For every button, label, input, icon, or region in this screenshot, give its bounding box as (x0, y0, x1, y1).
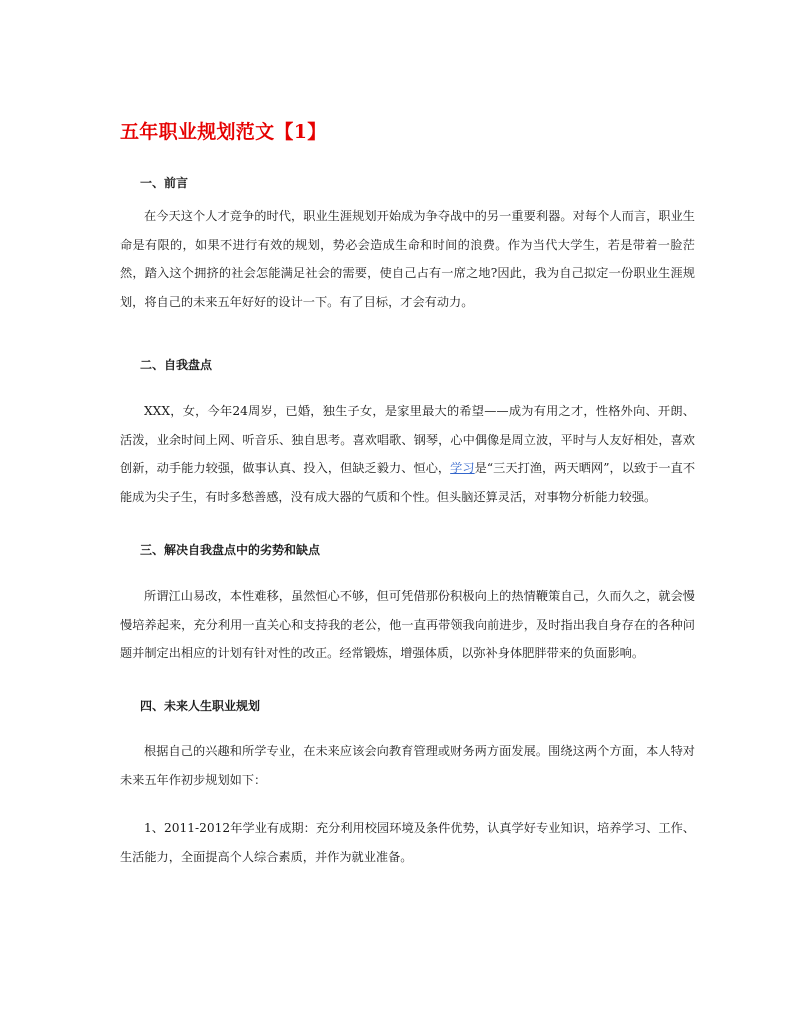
section-paragraph-weakness-fix: 所谓江山易改，本性难移，虽然恒心不够，但可凭借那份积极向上的热情鞭策自己，久而久之，就会慢慢培养起来，充分利用一直关心和支持我的老公，他一直再带领我向前进步，及时指出我自身存在的各种问题并制定出相应的计划有针对性的改正。经常锻炼，增强体质，以弥补身体肥胖带来的负面影响。 (120, 589, 695, 660)
study-link[interactable]: 学习 (450, 461, 475, 475)
section-heading-self-review: 二、自我盘点 (140, 358, 213, 372)
self-review-text-after-link: 是“三天打渔，两天晒网”，以致于一直不能成为尖子生，有时多愁善感，没有成大器的气质和个性。但头脑还算灵活，对事物分析能力较强。 (120, 461, 696, 504)
section-paragraph-career-plan: 根据自己的兴趣和所学专业，在未来应该会向教育管理或财务两方面发展。围绕这两个方面，本人特对未来五年作初步规划如下： (120, 744, 695, 787)
career-plan-item-1: 1、2011-2012年学业有成期：充分利用校园环境及条件优势，认真学好专业知识，培养学习、工作、生活能力，全面提高个人综合素质，并作为就业准备。 (120, 821, 695, 864)
section-heading-weakness-fix: 三、解决自我盘点中的劣势和缺点 (140, 543, 321, 557)
self-review-text-before-link: XXX，女，今年24周岁，已婚，独生子女，是家里最大的希望——成为有用之才，性格外向、开朗、活泼，业余时间上网、听音乐、独自思考。喜欢唱歌、钢琴，心中偶像是周立波，平时与人友好相处，喜欢创新，动手能力较强，做事认真、投入，但缺乏毅力、恒心， (120, 404, 695, 475)
section-heading-career-plan: 四、未来人生职业规划 (140, 699, 261, 713)
section-paragraph-preface: 在今天这个人才竞争的时代，职业生涯规划开始成为争夺战中的另一重要利器。对每个人而言，职业生命是有限的，如果不进行有效的规划，势必会造成生命和时间的浪费。作为当代大学生，若是带着一脸茫然，踏入这个拥挤的社会怎能满足社会的需要，使自己占有一席之地?因此，我为自己拟定一份职业生涯规划，将自己的未来五年好好的设计一下。有了目标，才会有动力。 (120, 209, 695, 309)
section-paragraph-self-review (120, 397, 695, 511)
document-title: 五年职业规划范文【1】 (120, 121, 327, 143)
section-heading-preface: 一、前言 (140, 176, 189, 190)
